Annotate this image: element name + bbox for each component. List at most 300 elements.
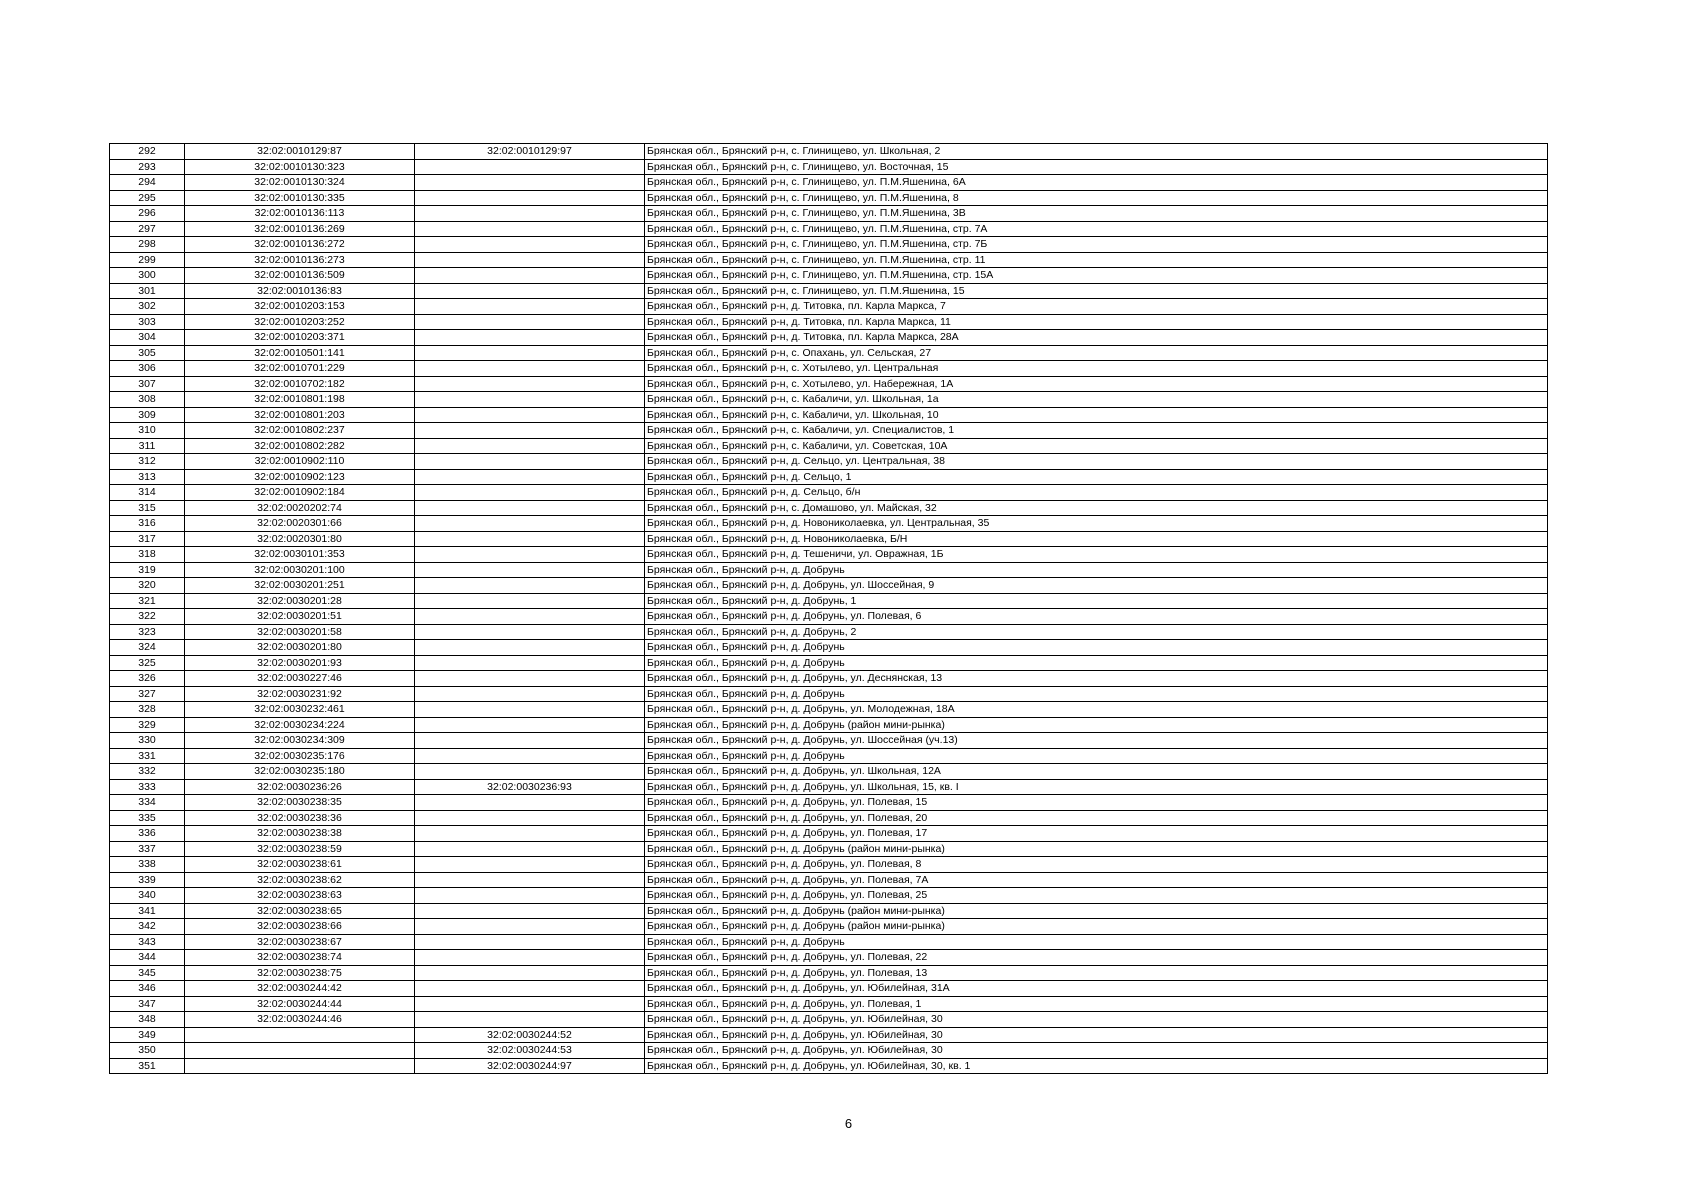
related-cadastral-number-cell [415,562,645,578]
address-cell: Брянская обл., Брянский р-н, д. Титовка, пл. Карла Маркса, 7 [645,299,1548,315]
cadastral-number-cell: 32:02:0010701:229 [185,361,415,377]
cadastral-number-cell: 32:02:0010136:272 [185,237,415,253]
address-cell: Брянская обл., Брянский р-н, с. Глинищево, ул. П.М.Яшенина, стр. 7А [645,221,1548,237]
address-cell: Брянская обл., Брянский р-н, д. Добрунь (район мини-рынка) [645,919,1548,935]
table-row [110,454,1548,470]
related-cadastral-number-cell [415,903,645,919]
table-row [110,547,1548,563]
related-cadastral-number-cell [415,686,645,702]
cadastral-number-cell: 32:02:0010902:110 [185,454,415,470]
cadastral-number-cell: 32:02:0030244:44 [185,996,415,1012]
row-number-cell: 318 [110,547,185,563]
table-row [110,438,1548,454]
cadastral-number-cell: 32:02:0030238:65 [185,903,415,919]
row-number-cell: 345 [110,965,185,981]
related-cadastral-number-cell [415,299,645,315]
related-cadastral-number-cell [415,826,645,842]
row-number-cell: 349 [110,1027,185,1043]
table-row [110,1058,1548,1074]
cadastral-number-cell: 32:02:0010136:83 [185,283,415,299]
row-number-cell: 295 [110,190,185,206]
related-cadastral-number-cell [415,516,645,532]
related-cadastral-number-cell [415,314,645,330]
table-row [110,779,1548,795]
related-cadastral-number-cell [415,841,645,857]
cadastral-number-cell: 32:02:0010136:113 [185,206,415,222]
row-number-cell: 346 [110,981,185,997]
table-row [110,593,1548,609]
address-cell: Брянская обл., Брянский р-н, д. Добрунь [645,934,1548,950]
row-number-cell: 322 [110,609,185,625]
related-cadastral-number-cell [415,159,645,175]
cadastral-number-cell: 32:02:0030244:42 [185,981,415,997]
address-cell: Брянская обл., Брянский р-н, д. Добрунь [645,562,1548,578]
cadastral-number-cell: 32:02:0030201:251 [185,578,415,594]
cadastral-number-cell: 32:02:0010130:335 [185,190,415,206]
cadastral-number-cell: 32:02:0030201:100 [185,562,415,578]
related-cadastral-number-cell: 32:02:0030244:52 [415,1027,645,1043]
table-row [110,1027,1548,1043]
row-number-cell: 300 [110,268,185,284]
row-number-cell: 297 [110,221,185,237]
address-cell: Брянская обл., Брянский р-н, д. Сельцо, ул. Центральная, 38 [645,454,1548,470]
row-number-cell: 334 [110,795,185,811]
address-cell: Брянская обл., Брянский р-н, с. Глинищево, ул. П.М.Яшенина, 15 [645,283,1548,299]
row-number-cell: 320 [110,578,185,594]
cadastral-number-cell: 32:02:0030238:63 [185,888,415,904]
table-row [110,702,1548,718]
related-cadastral-number-cell [415,717,645,733]
related-cadastral-number-cell [415,872,645,888]
cadastral-number-cell: 32:02:0010203:153 [185,299,415,315]
address-cell: Брянская обл., Брянский р-н, д. Добрунь, ул. Полевая, 22 [645,950,1548,966]
cadastral-number-cell: 32:02:0010203:371 [185,330,415,346]
table-row [110,981,1548,997]
row-number-cell: 294 [110,175,185,191]
address-cell: Брянская обл., Брянский р-н, д. Добрунь, ул. Шоссейная, 9 [645,578,1548,594]
related-cadastral-number-cell: 32:02:0030244:53 [415,1043,645,1059]
table-row [110,872,1548,888]
related-cadastral-number-cell [415,175,645,191]
cadastral-number-cell [185,1043,415,1059]
table-row [110,950,1548,966]
address-cell: Брянская обл., Брянский р-н, д. Добрунь, ул. Полевая, 15 [645,795,1548,811]
address-cell: Брянская обл., Брянский р-н, д. Добрунь [645,655,1548,671]
related-cadastral-number-cell [415,810,645,826]
property-table [109,143,1548,1074]
cadastral-number-cell: 32:02:0030238:66 [185,919,415,935]
related-cadastral-number-cell [415,748,645,764]
address-cell: Брянская обл., Брянский р-н, д. Тешеничи, ул. Овражная, 1Б [645,547,1548,563]
table-row [110,469,1548,485]
row-number-cell: 312 [110,454,185,470]
address-cell: Брянская обл., Брянский р-н, д. Добрунь, ул. Юбилейная, 31А [645,981,1548,997]
row-number-cell: 341 [110,903,185,919]
row-number-cell: 319 [110,562,185,578]
cadastral-number-cell: 32:02:0030238:35 [185,795,415,811]
related-cadastral-number-cell [415,795,645,811]
related-cadastral-number-cell [415,190,645,206]
related-cadastral-number-cell [415,268,645,284]
row-number-cell: 305 [110,345,185,361]
table-row [110,857,1548,873]
table-row [110,764,1548,780]
row-number-cell: 324 [110,640,185,656]
related-cadastral-number-cell [415,888,645,904]
row-number-cell: 327 [110,686,185,702]
row-number-cell: 326 [110,671,185,687]
table-row [110,361,1548,377]
cadastral-number-cell: 32:02:0020202:74 [185,500,415,516]
address-cell: Брянская обл., Брянский р-н, с. Глинищево, ул. Восточная, 15 [645,159,1548,175]
row-number-cell: 303 [110,314,185,330]
cadastral-number-cell: 32:02:0010802:237 [185,423,415,439]
row-number-cell: 309 [110,407,185,423]
table-row [110,376,1548,392]
cadastral-number-cell: 32:02:0030235:176 [185,748,415,764]
cadastral-number-cell: 32:02:0030201:51 [185,609,415,625]
table-row [110,748,1548,764]
table-row [110,159,1548,175]
table-row [110,175,1548,191]
table-row [110,1012,1548,1028]
table-row [110,841,1548,857]
table-row [110,826,1548,842]
row-number-cell: 302 [110,299,185,315]
cadastral-number-cell: 32:02:0010801:203 [185,407,415,423]
row-number-cell: 299 [110,252,185,268]
related-cadastral-number-cell [415,547,645,563]
cadastral-number-cell: 32:02:0010902:123 [185,469,415,485]
page-number: 6 [844,1116,853,1131]
address-cell: Брянская обл., Брянский р-н, с. Опахань, ул. Сельская, 27 [645,345,1548,361]
table-row [110,237,1548,253]
cadastral-number-cell: 32:02:0010129:87 [185,144,415,160]
cadastral-number-cell: 32:02:0030238:75 [185,965,415,981]
table-row [110,144,1548,160]
cadastral-number-cell: 32:02:0030232:461 [185,702,415,718]
cadastral-number-cell: 32:02:0030238:38 [185,826,415,842]
row-number-cell: 339 [110,872,185,888]
row-number-cell: 311 [110,438,185,454]
row-number-cell: 332 [110,764,185,780]
address-cell: Брянская обл., Брянский р-н, с. Домашово, ул. Майская, 32 [645,500,1548,516]
table-row [110,578,1548,594]
table-row [110,299,1548,315]
row-number-cell: 308 [110,392,185,408]
address-cell: Брянская обл., Брянский р-н, д. Добрунь, ул. Полевая, 6 [645,609,1548,625]
cadastral-number-cell [185,1058,415,1074]
row-number-cell: 307 [110,376,185,392]
row-number-cell: 304 [110,330,185,346]
address-cell: Брянская обл., Брянский р-н, с. Глинищево, ул. П.М.Яшенина, 3В [645,206,1548,222]
row-number-cell: 336 [110,826,185,842]
row-number-cell: 351 [110,1058,185,1074]
address-cell: Брянская обл., Брянский р-н, д. Добрунь [645,686,1548,702]
table-row [110,485,1548,501]
address-cell: Брянская обл., Брянский р-н, д. Добрунь [645,640,1548,656]
table-row [110,283,1548,299]
address-cell: Брянская обл., Брянский р-н, д. Добрунь (район мини-рынка) [645,903,1548,919]
address-cell: Брянская обл., Брянский р-н, д. Добрунь, 2 [645,624,1548,640]
table-row [110,206,1548,222]
address-cell: Брянская обл., Брянский р-н, с. Глинищево, ул. П.М.Яшенина, стр. 11 [645,252,1548,268]
address-cell: Брянская обл., Брянский р-н, д. Добрунь, ул. Школьная, 15, кв. I [645,779,1548,795]
related-cadastral-number-cell [415,485,645,501]
related-cadastral-number-cell: 32:02:0030244:97 [415,1058,645,1074]
row-number-cell: 333 [110,779,185,795]
row-number-cell: 315 [110,500,185,516]
cadastral-number-cell: 32:02:0020301:66 [185,516,415,532]
related-cadastral-number-cell [415,454,645,470]
table-row [110,345,1548,361]
cadastral-number-cell: 32:02:0010203:252 [185,314,415,330]
table-row [110,655,1548,671]
cadastral-number-cell: 32:02:0030238:59 [185,841,415,857]
table-row [110,531,1548,547]
row-number-cell: 342 [110,919,185,935]
related-cadastral-number-cell [415,965,645,981]
table-row [110,516,1548,532]
address-cell: Брянская обл., Брянский р-н, д. Добрунь (район мини-рынка) [645,717,1548,733]
address-cell: Брянская обл., Брянский р-н, д. Добрунь, ул. Юбилейная, 30 [645,1027,1548,1043]
cadastral-number-cell: 32:02:0030231:92 [185,686,415,702]
cadastral-number-cell [185,1027,415,1043]
related-cadastral-number-cell [415,345,645,361]
cadastral-number-cell: 32:02:0030238:74 [185,950,415,966]
address-cell: Брянская обл., Брянский р-н, д. Добрунь, ул. Полевая, 13 [645,965,1548,981]
related-cadastral-number-cell [415,640,645,656]
address-cell: Брянская обл., Брянский р-н, д. Добрунь, ул. Полевая, 25 [645,888,1548,904]
cadastral-number-cell: 32:02:0030201:28 [185,593,415,609]
address-cell: Брянская обл., Брянский р-н, д. Добрунь [645,748,1548,764]
related-cadastral-number-cell [415,733,645,749]
row-number-cell: 292 [110,144,185,160]
related-cadastral-number-cell [415,1012,645,1028]
cadastral-number-cell: 32:02:0030244:46 [185,1012,415,1028]
row-number-cell: 313 [110,469,185,485]
table-row [110,252,1548,268]
related-cadastral-number-cell [415,407,645,423]
address-cell: Брянская обл., Брянский р-н, с. Кабаличи, ул. Школьная, 1а [645,392,1548,408]
cadastral-number-cell: 32:02:0030234:224 [185,717,415,733]
address-cell: Брянская обл., Брянский р-н, д. Добрунь, ул. Юбилейная, 30 [645,1012,1548,1028]
row-number-cell: 310 [110,423,185,439]
row-number-cell: 330 [110,733,185,749]
row-number-cell: 296 [110,206,185,222]
address-cell: Брянская обл., Брянский р-н, д. Добрунь, ул. Юбилейная, 30, кв. 1 [645,1058,1548,1074]
table-row [110,500,1548,516]
cadastral-number-cell: 32:02:0030227:46 [185,671,415,687]
related-cadastral-number-cell [415,764,645,780]
address-cell: Брянская обл., Брянский р-н, с. Кабаличи, ул. Школьная, 10 [645,407,1548,423]
address-cell: Брянская обл., Брянский р-н, д. Добрунь, ул. Юбилейная, 30 [645,1043,1548,1059]
table-body [110,144,1548,1074]
related-cadastral-number-cell [415,919,645,935]
row-number-cell: 328 [110,702,185,718]
table-row [110,190,1548,206]
address-cell: Брянская обл., Брянский р-н, с. Кабаличи, ул. Советская, 10А [645,438,1548,454]
related-cadastral-number-cell [415,702,645,718]
cadastral-number-cell: 32:02:0030235:180 [185,764,415,780]
related-cadastral-number-cell [415,469,645,485]
table-row [110,640,1548,656]
related-cadastral-number-cell [415,221,645,237]
table-row [110,934,1548,950]
related-cadastral-number-cell [415,237,645,253]
address-cell: Брянская обл., Брянский р-н, с. Глинищево, ул. П.М.Яшенина, 8 [645,190,1548,206]
related-cadastral-number-cell [415,609,645,625]
table-row [110,1043,1548,1059]
address-cell: Брянская обл., Брянский р-н, д. Добрунь, ул. Молодежная, 18А [645,702,1548,718]
table-row [110,903,1548,919]
cadastral-number-cell: 32:02:0030234:309 [185,733,415,749]
row-number-cell: 331 [110,748,185,764]
row-number-cell: 350 [110,1043,185,1059]
address-cell: Брянская обл., Брянский р-н, с. Глинищево, ул. П.М.Яшенина, стр. 7Б [645,237,1548,253]
cadastral-number-cell: 32:02:0010802:282 [185,438,415,454]
cadastral-number-cell: 32:02:0010130:324 [185,175,415,191]
table-row [110,717,1548,733]
row-number-cell: 323 [110,624,185,640]
address-cell: Брянская обл., Брянский р-н, с. Хотылево, ул. Центральная [645,361,1548,377]
row-number-cell: 338 [110,857,185,873]
cadastral-number-cell: 32:02:0020301:80 [185,531,415,547]
cadastral-number-cell: 32:02:0010902:184 [185,485,415,501]
row-number-cell: 343 [110,934,185,950]
table-row [110,330,1548,346]
related-cadastral-number-cell [415,578,645,594]
cadastral-number-cell: 32:02:0030201:58 [185,624,415,640]
row-number-cell: 335 [110,810,185,826]
table-row [110,996,1548,1012]
cadastral-number-cell: 32:02:0030238:36 [185,810,415,826]
row-number-cell: 329 [110,717,185,733]
related-cadastral-number-cell [415,206,645,222]
related-cadastral-number-cell [415,361,645,377]
row-number-cell: 325 [110,655,185,671]
table-row [110,407,1548,423]
related-cadastral-number-cell [415,283,645,299]
table-row [110,624,1548,640]
table-row [110,609,1548,625]
address-cell: Брянская обл., Брянский р-н, с. Кабаличи, ул. Специалистов, 1 [645,423,1548,439]
table-row [110,686,1548,702]
cadastral-number-cell: 32:02:0030238:61 [185,857,415,873]
cadastral-number-cell: 32:02:0030201:80 [185,640,415,656]
related-cadastral-number-cell [415,996,645,1012]
related-cadastral-number-cell [415,376,645,392]
cadastral-number-cell: 32:02:0030238:67 [185,934,415,950]
table-row [110,268,1548,284]
table-row [110,888,1548,904]
row-number-cell: 301 [110,283,185,299]
row-number-cell: 340 [110,888,185,904]
table-row [110,810,1548,826]
cadastral-number-cell: 32:02:0010136:269 [185,221,415,237]
related-cadastral-number-cell [415,500,645,516]
address-cell: Брянская обл., Брянский р-н, с. Глинищево, ул. Школьная, 2 [645,144,1548,160]
cadastral-number-cell: 32:02:0010130:323 [185,159,415,175]
related-cadastral-number-cell [415,392,645,408]
address-cell: Брянская обл., Брянский р-н, д. Добрунь, ул. Полевая, 8 [645,857,1548,873]
row-number-cell: 321 [110,593,185,609]
related-cadastral-number-cell [415,934,645,950]
related-cadastral-number-cell [415,531,645,547]
address-cell: Брянская обл., Брянский р-н, д. Новониколаевка, ул. Центральная, 35 [645,516,1548,532]
address-cell: Брянская обл., Брянский р-н, д. Новониколаевка, Б/Н [645,531,1548,547]
address-cell: Брянская обл., Брянский р-н, д. Сельцо, 1 [645,469,1548,485]
address-cell: Брянская обл., Брянский р-н, д. Титовка, пл. Карла Маркса, 11 [645,314,1548,330]
related-cadastral-number-cell [415,252,645,268]
row-number-cell: 316 [110,516,185,532]
address-cell: Брянская обл., Брянский р-н, д. Добрунь, ул. Полевая, 7А [645,872,1548,888]
row-number-cell: 348 [110,1012,185,1028]
related-cadastral-number-cell [415,950,645,966]
address-cell: Брянская обл., Брянский р-н, д. Добрунь, ул. Шоссейная (уч.13) [645,733,1548,749]
address-cell: Брянская обл., Брянский р-н, с. Глинищево, ул. П.М.Яшенина, стр. 15А [645,268,1548,284]
address-cell: Брянская обл., Брянский р-н, д. Добрунь, ул. Деснянская, 13 [645,671,1548,687]
row-number-cell: 314 [110,485,185,501]
cadastral-number-cell: 32:02:0010136:273 [185,252,415,268]
cadastral-number-cell: 32:02:0010501:141 [185,345,415,361]
related-cadastral-number-cell [415,671,645,687]
related-cadastral-number-cell [415,624,645,640]
address-cell: Брянская обл., Брянский р-н, с. Хотылево, ул. Набережная, 1А [645,376,1548,392]
row-number-cell: 306 [110,361,185,377]
cadastral-number-cell: 32:02:0030238:62 [185,872,415,888]
address-cell: Брянская обл., Брянский р-н, д. Добрунь, 1 [645,593,1548,609]
table-row [110,314,1548,330]
row-number-cell: 317 [110,531,185,547]
related-cadastral-number-cell [415,593,645,609]
address-cell: Брянская обл., Брянский р-н, д. Сельцо, б/н [645,485,1548,501]
related-cadastral-number-cell [415,330,645,346]
row-number-cell: 337 [110,841,185,857]
related-cadastral-number-cell [415,981,645,997]
address-cell: Брянская обл., Брянский р-н, д. Добрунь, ул. Школьная, 12А [645,764,1548,780]
related-cadastral-number-cell [415,438,645,454]
related-cadastral-number-cell: 32:02:0030236:93 [415,779,645,795]
cadastral-number-cell: 32:02:0010801:198 [185,392,415,408]
cadastral-number-cell: 32:02:0030236:26 [185,779,415,795]
table-row [110,671,1548,687]
table-row [110,562,1548,578]
table-row [110,965,1548,981]
related-cadastral-number-cell: 32:02:0010129:97 [415,144,645,160]
address-cell: Брянская обл., Брянский р-н, д. Титовка, пл. Карла Маркса, 28А [645,330,1548,346]
table-row [110,392,1548,408]
table-row [110,733,1548,749]
cadastral-number-cell: 32:02:0030101:353 [185,547,415,563]
related-cadastral-number-cell [415,655,645,671]
table-row [110,423,1548,439]
cadastral-number-cell: 32:02:0010702:182 [185,376,415,392]
address-cell: Брянская обл., Брянский р-н, д. Добрунь (район мини-рынка) [645,841,1548,857]
row-number-cell: 298 [110,237,185,253]
row-number-cell: 347 [110,996,185,1012]
table-row [110,221,1548,237]
row-number-cell: 293 [110,159,185,175]
address-cell: Брянская обл., Брянский р-н, д. Добрунь, ул. Полевая, 20 [645,810,1548,826]
related-cadastral-number-cell [415,857,645,873]
row-number-cell: 344 [110,950,185,966]
table-row [110,919,1548,935]
related-cadastral-number-cell [415,423,645,439]
address-cell: Брянская обл., Брянский р-н, д. Добрунь, ул. Полевая, 17 [645,826,1548,842]
address-cell: Брянская обл., Брянский р-н, д. Добрунь, ул. Полевая, 1 [645,996,1548,1012]
cadastral-number-cell: 32:02:0030201:93 [185,655,415,671]
